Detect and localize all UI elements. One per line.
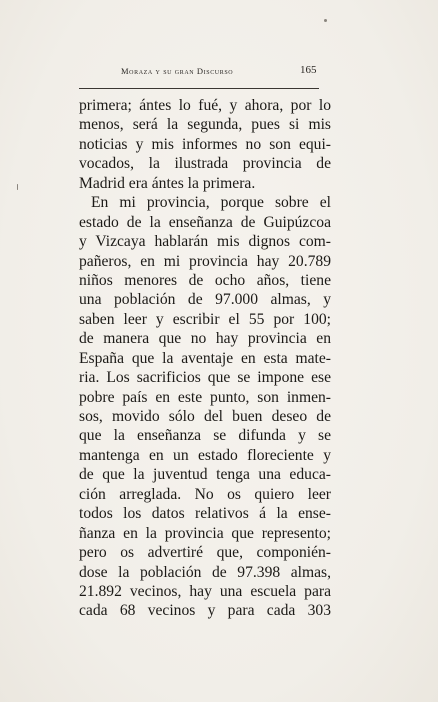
text-line: pero os advertiré que, componién- <box>79 544 331 562</box>
text-line: pañeros, en mi provincia hay 20.789 <box>79 252 331 270</box>
text-line: todos los datos relativos á la ense- <box>79 505 331 523</box>
text-line: mantenga en un estado floreciente y <box>79 446 331 464</box>
text-line: vocados, la ilustrada provincia de <box>79 155 331 173</box>
text-line: ñanza en la provincia que represento; <box>79 524 331 542</box>
paper-speck <box>17 184 18 190</box>
text-line: primera; ántes lo fué, y ahora, por lo <box>79 97 331 114</box>
text-line: sos, movido sólo del buen deseo de <box>79 408 331 425</box>
page-number: 165 <box>300 64 317 76</box>
text-line: saben leer y escribir el 55 por 100; <box>79 310 331 328</box>
text-line: dose la población de 97.398 almas, <box>79 563 331 581</box>
body-text <box>79 96 331 621</box>
header-rule <box>79 88 319 89</box>
paper-speck <box>324 19 327 22</box>
text-line: y Vizcaya hablarán mis dignos com- <box>79 233 331 251</box>
text-line: cada 68 vecinos y para cada 303 <box>79 602 331 620</box>
text-line: noticias y mis informes no son equi- <box>79 135 331 153</box>
text-line: de que la juventud tenga una educa- <box>79 466 331 484</box>
text-line: una población de 97.000 almas, y <box>79 291 331 309</box>
text-line: que la enseñanza se difunda y se <box>79 427 331 445</box>
text-line: ción arreglada. No os quiero leer <box>79 485 331 503</box>
running-title: Moraza y su gran Discurso <box>121 66 234 76</box>
page-header <box>79 64 319 80</box>
text-line: En mi provincia, porque sobre el <box>91 194 331 212</box>
text-line: 21.892 vecinos, hay una escuela para <box>79 582 331 600</box>
text-line: de manera que no hay provincia en <box>79 330 331 348</box>
text-line: Madrid era ántes la primera. <box>79 174 256 192</box>
text-line: ria. Los sacrificios que se impone ese <box>79 369 331 387</box>
text-line: menos, será la segunda, pues si mis <box>79 116 331 134</box>
text-line: España que la aventaje en esta mate- <box>79 349 331 367</box>
text-line: niños menores de ocho años, tiene <box>79 271 331 289</box>
text-line: estado de la enseñanza de Guipúzcoa <box>79 213 331 231</box>
text-line: pobre país en este punto, son inmen- <box>79 388 331 406</box>
